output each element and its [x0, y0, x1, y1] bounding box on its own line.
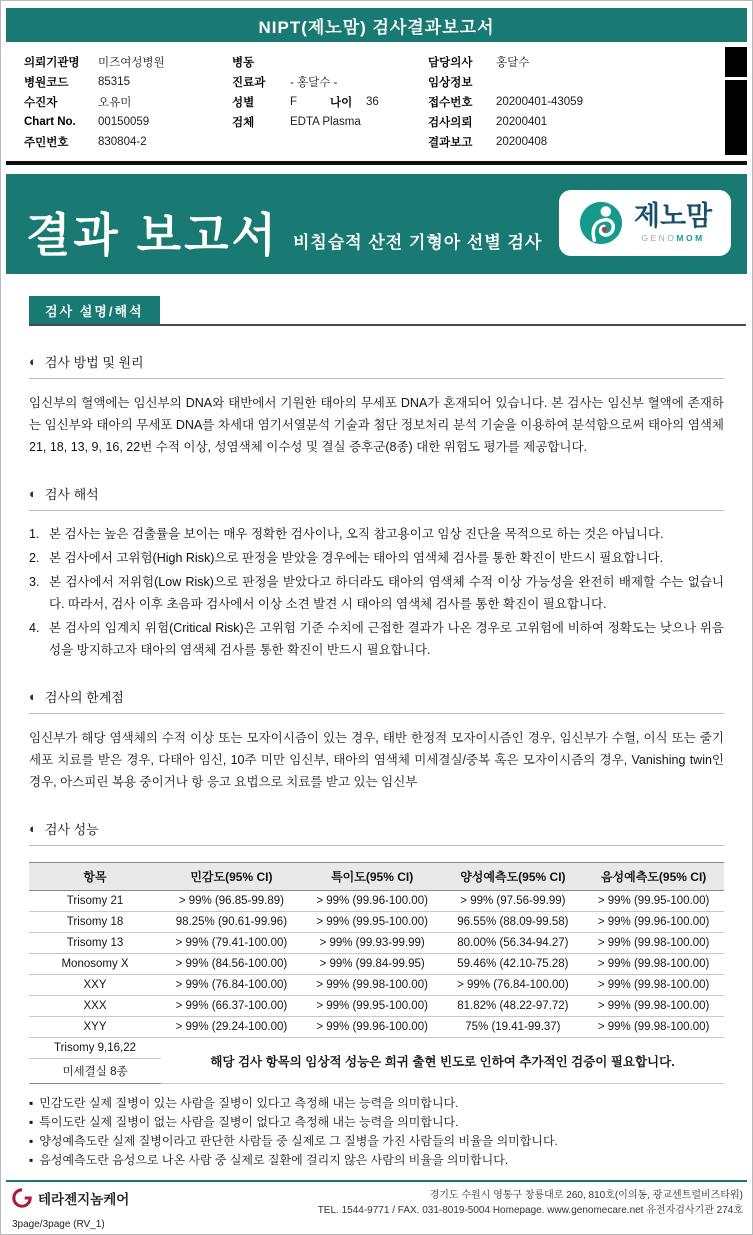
- field-value: 00150059: [98, 116, 150, 128]
- table-row: [29, 996, 724, 1017]
- field-label: 병동: [232, 57, 255, 69]
- note-line: [29, 1151, 724, 1170]
- half-circle-bullet-icon: ◐: [29, 821, 37, 836]
- item-text: 본 검사는 높은 검출률을 보이는 매우 정확한 검사이나, 오직 참고용이고 임상 진단을 목적으로 하는 것은 아닙니다.: [49, 527, 664, 541]
- footer-left: [12, 1188, 129, 1230]
- method-body: 임신부의 혈액에는 임신부의 DNA와 태반에서 기원한 태아의 무세포 DNA가 혼재되어 있습니다. 본 검사는 임신부 혈액에 존재하는 임신부와 태아의 무세포 DNA를 차세대 염기서열분석 기술과 첨단 정보처리 분석 기술을 이용하여 분석함으로써 태아의 염색체 21, 18, 13, 9, 16, 22번 수적 이상, 성염색체 이수성 및 결실 증후군(8종) 대한 위험도 평가를 제공합니다.: [29, 396, 724, 454]
- interpretation-item: [29, 571, 724, 615]
- cell-specificity: > 99% (99.84-99.95): [302, 954, 443, 975]
- item-number: 3.: [29, 575, 40, 589]
- field-chart-no: [24, 112, 232, 132]
- field-value: 20200401: [496, 116, 548, 128]
- limitations-body: 임신부가 해당 염색체의 수적 이상 또는 모자이시즘이 있는 경우, 태반 한정적 모자이시즘인 경우, 임신부가 수혈, 이식 또는 줄기 세포 치료를 받은 경우, 다태아 임신, 10주 미만 임신부, 태아의 염색체 미세결실/중복 혹은 모자이시즘의 경우, Vanishing twin인 경우, 아스피린 복용 중이거나 항 응고 요법으로 치료를 받고 있는 임신부: [29, 731, 724, 789]
- genomom-logo-text: [634, 203, 712, 243]
- note-text: 민감도란 실제 질병이 있는 사람을 질병이 있다고 측정해 내는 능력을 의미합니다.: [39, 1096, 459, 1110]
- item-text: 본 검사에서 저위험(Low Risk)으로 판정을 받았다고 하더라도 태아의 염색체 수적 이상 가능성을 완전히 배제할 수는 없습니다. 따라서, 검사 이후 초음파 검사에서 이상 소견 발견 시 태아의 염색체 검사를 통한 확진이 필요합니다.: [49, 575, 724, 611]
- section-title: 검사 방법 및 원리: [44, 355, 144, 370]
- cell-specificity: > 99% (99.96-100.00): [302, 891, 443, 912]
- cell-item: XXX: [29, 996, 161, 1017]
- patient-info-col2: [232, 52, 428, 152]
- table-row: [29, 975, 724, 996]
- cell-specificity: > 99% (99.95-100.00): [302, 996, 443, 1017]
- logo-english-geno: GENO: [641, 233, 677, 243]
- cell-sensitivity: > 99% (96.85-99.89): [161, 891, 302, 912]
- cell-item: Trisomy 9,16,22: [29, 1038, 161, 1059]
- patient-info-col3: [428, 52, 729, 152]
- field-label: 병원코드: [24, 77, 69, 89]
- square-bullet-icon: ▪: [29, 1115, 34, 1129]
- theragen-g-icon: [12, 1188, 32, 1208]
- cell-ppv: 75% (19.41-99.37): [443, 1017, 584, 1038]
- cell-item: Trisomy 18: [29, 912, 161, 933]
- field-value: 830804-2: [98, 136, 147, 148]
- report-footer: [6, 1180, 747, 1230]
- cell-sensitivity: > 99% (79.41-100.00): [161, 933, 302, 954]
- section-heading: [29, 819, 724, 838]
- cell-ppv: 80.00% (56.34-94.27): [443, 933, 584, 954]
- section-divider: [29, 845, 724, 846]
- section-title: 검사 해석: [44, 487, 99, 502]
- item-text: 본 검사의 임계치 위험(Critical Risk)은 고위험 기준 수치에 근접한 결과가 나온 경우로 고위험에 비하여 정확도는 낮으나 위음성을 방지하고자 태아의 염색체 검사를 통한 확진이 반드시 필요합니다.: [49, 621, 724, 657]
- section-heading: [29, 352, 724, 371]
- field-clinical-info: [428, 72, 729, 92]
- square-bullet-icon: ▪: [29, 1134, 34, 1148]
- section-label: 검사 설명/해석: [29, 296, 160, 324]
- cell-clinical-note: 해당 검사 항목의 임상적 성능은 희귀 출현 빈도로 인하여 추가적인 검증이 필요합니다.: [161, 1038, 724, 1084]
- cell-npv: > 99% (99.96-100.00): [583, 912, 724, 933]
- cell-item: 미세결실 8종: [29, 1059, 161, 1084]
- field-receipt-no: [428, 92, 729, 112]
- address-line: 경기도 수원시 영통구 창룡대로 260, 810호(이의동, 광교센트럴비즈타워): [429, 1190, 743, 1201]
- column-header: 음성예측도(95% CI): [583, 863, 724, 891]
- cell-npv: > 99% (99.98-100.00): [583, 933, 724, 954]
- cell-npv: > 99% (99.98-100.00): [583, 954, 724, 975]
- definition-notes: [29, 1094, 724, 1170]
- half-circle-bullet-icon: ◐: [29, 486, 37, 501]
- report-title: NIPT(제노맘) 검사결과보고서: [258, 17, 495, 37]
- table-row: [29, 933, 724, 954]
- table-row: [29, 1017, 724, 1038]
- section-title: 검사 성능: [44, 822, 99, 837]
- result-banner: [6, 174, 747, 274]
- field-value: 36: [366, 96, 379, 108]
- section-limitations: [29, 687, 724, 793]
- cell-item: Trisomy 21: [29, 891, 161, 912]
- column-header: 특이도(95% CI): [302, 863, 443, 891]
- table-header-row: [29, 863, 724, 891]
- section-performance: [29, 819, 724, 1170]
- item-number: 4.: [29, 621, 40, 635]
- half-circle-bullet-icon: ◐: [29, 689, 37, 704]
- field-label: Chart No.: [24, 116, 76, 128]
- cell-item: XXY: [29, 975, 161, 996]
- square-bullet-icon: ▪: [29, 1153, 34, 1167]
- cell-npv: > 99% (99.95-100.00): [583, 891, 724, 912]
- field-label: 수진자: [24, 97, 58, 109]
- field-ward: [232, 52, 428, 72]
- info-black-bar: [725, 47, 747, 155]
- table-row: [29, 891, 724, 912]
- column-header: 양성예측도(95% CI): [443, 863, 584, 891]
- field-value: 20200401-43059: [496, 96, 583, 108]
- cell-sensitivity: > 99% (66.37-100.00): [161, 996, 302, 1017]
- section-divider: [29, 510, 724, 511]
- report-content: [1, 352, 752, 1170]
- field-label: 검사의뢰: [428, 117, 473, 129]
- field-label: 의뢰기관명: [24, 57, 80, 69]
- field-resident-id: [24, 132, 232, 152]
- interpretation-item: [29, 523, 724, 545]
- field-label: 결과보고: [428, 137, 473, 149]
- field-value: 오유미: [98, 97, 132, 109]
- square-bullet-icon: ▪: [29, 1096, 34, 1110]
- cell-sensitivity: 98.25% (90.61-99.96): [161, 912, 302, 933]
- note-line: [29, 1132, 724, 1151]
- divider-thick: [6, 161, 747, 165]
- field-label: 나이: [330, 97, 353, 109]
- note-text: 특이도란 실제 질병이 없는 사람을 질병이 없다고 측정해 내는 능력을 의미합니다.: [39, 1115, 459, 1129]
- banner-title: 결과 보고서: [26, 209, 279, 261]
- section-heading: [29, 687, 724, 706]
- cell-sensitivity: > 99% (29.24-100.00): [161, 1017, 302, 1038]
- field-label: 검체: [232, 117, 255, 129]
- column-header: 항목: [29, 863, 161, 891]
- info-black-bar-segment: [725, 47, 747, 77]
- cell-specificity: > 99% (99.98-100.00): [302, 975, 443, 996]
- field-label: 주민번호: [24, 137, 69, 149]
- cell-specificity: > 99% (99.93-99.99): [302, 933, 443, 954]
- field-value: F: [290, 96, 298, 108]
- banner-subtitle: 비침습적 산전 기형아 선별 검사: [292, 233, 543, 252]
- cell-sensitivity: > 99% (84.56-100.00): [161, 954, 302, 975]
- field-doctor: [428, 52, 729, 72]
- table-row: [29, 954, 724, 975]
- column-header: 민감도(95% CI): [161, 863, 302, 891]
- cell-npv: > 99% (99.98-100.00): [583, 996, 724, 1017]
- logo-english: [641, 233, 704, 243]
- field-report-date: [428, 132, 729, 152]
- field-label: 진료과: [232, 77, 266, 89]
- note-text: 음성예측도란 음성으로 나온 사람 중 실제로 질환에 걸리지 않은 사람의 비율을 의미합니다.: [39, 1153, 509, 1167]
- section-method: [29, 352, 724, 458]
- field-specimen: [232, 112, 428, 132]
- field-gender-age: [232, 92, 428, 112]
- section-interpretation: [29, 484, 724, 661]
- field-label: 접수번호: [428, 97, 473, 109]
- page-indicator: 3page/3page (RV_1): [12, 1219, 105, 1230]
- table-row-special: [29, 1038, 724, 1059]
- field-patient-name: [24, 92, 232, 112]
- field-hospital-name: [24, 52, 232, 72]
- item-number: 2.: [29, 551, 40, 565]
- half-circle-bullet-icon: ◐: [29, 354, 37, 369]
- section-label-row: [29, 296, 746, 326]
- cell-item: Trisomy 13: [29, 933, 161, 954]
- footer-address: [318, 1188, 743, 1218]
- cell-ppv: 96.55% (88.09-99.58): [443, 912, 584, 933]
- interpretation-list: [29, 523, 724, 661]
- performance-table: [29, 862, 724, 1084]
- note-line: [29, 1094, 724, 1113]
- field-value: 85315: [98, 76, 130, 88]
- logo-korean: 제노맘: [633, 201, 713, 231]
- field-value: 미즈여성병원: [98, 57, 165, 69]
- note-line: [29, 1113, 724, 1132]
- cell-ppv: 59.46% (42.10-75.28): [443, 954, 584, 975]
- cell-specificity: > 99% (99.95-100.00): [302, 912, 443, 933]
- company-name: 테라젠지놈케어: [38, 1192, 130, 1207]
- cell-ppv: > 99% (97.56-99.99): [443, 891, 584, 912]
- cell-npv: > 99% (99.98-100.00): [583, 1017, 724, 1038]
- cell-item: Monosomy X: [29, 954, 161, 975]
- interpretation-item: [29, 547, 724, 569]
- field-request-date: [428, 112, 729, 132]
- field-value: 홍달수: [496, 57, 530, 69]
- table-row: [29, 912, 724, 933]
- cell-ppv: 81.82% (48.22-97.72): [443, 996, 584, 1017]
- field-label: 성별: [232, 97, 255, 109]
- genomom-logo: [559, 190, 731, 256]
- section-heading: [29, 484, 724, 503]
- field-value: - 홍달수 -: [290, 77, 338, 89]
- address-line: TEL. 1544-9771 / FAX. 031-8019-5004 Homepage. www.genomecare.net 유전자검사기관 274호: [317, 1205, 743, 1216]
- footer-content: [6, 1182, 747, 1230]
- patient-info-col1: [24, 52, 232, 152]
- field-hospital-code: [24, 72, 232, 92]
- field-value: EDTA Plasma: [290, 116, 361, 128]
- interpretation-item: [29, 617, 724, 661]
- logo-english-mom: MOM: [676, 233, 705, 243]
- field-label: 담당의사: [428, 57, 473, 69]
- cell-ppv: > 99% (76.84-100.00): [443, 975, 584, 996]
- info-black-bar-segment: [725, 80, 747, 155]
- item-number: 1.: [29, 527, 40, 541]
- report-title-bar: [6, 8, 747, 42]
- cell-sensitivity: > 99% (76.84-100.00): [161, 975, 302, 996]
- field-department: [232, 72, 428, 92]
- field-value: 20200408: [496, 136, 548, 148]
- company-logo: [12, 1188, 129, 1208]
- section-divider: [29, 713, 724, 714]
- cell-npv: > 99% (99.98-100.00): [583, 975, 724, 996]
- cell-specificity: > 99% (99.96-100.00): [302, 1017, 443, 1038]
- note-text: 양성예측도란 실제 질병이라고 판단한 사람들 중 실제로 그 질병을 가진 사람들의 비율을 의미합니다.: [39, 1134, 558, 1148]
- field-label: 임상정보: [428, 77, 473, 89]
- item-text: 본 검사에서 고위험(High Risk)으로 판정을 받았을 경우에는 태아의 염색체 검사를 통한 확진이 반드시 필요합니다.: [49, 551, 664, 565]
- section-title: 검사의 한계점: [44, 690, 124, 705]
- genomom-mom-icon: [578, 200, 624, 246]
- section-divider: [29, 378, 724, 379]
- patient-info-section: [6, 45, 747, 157]
- cell-item: XYY: [29, 1017, 161, 1038]
